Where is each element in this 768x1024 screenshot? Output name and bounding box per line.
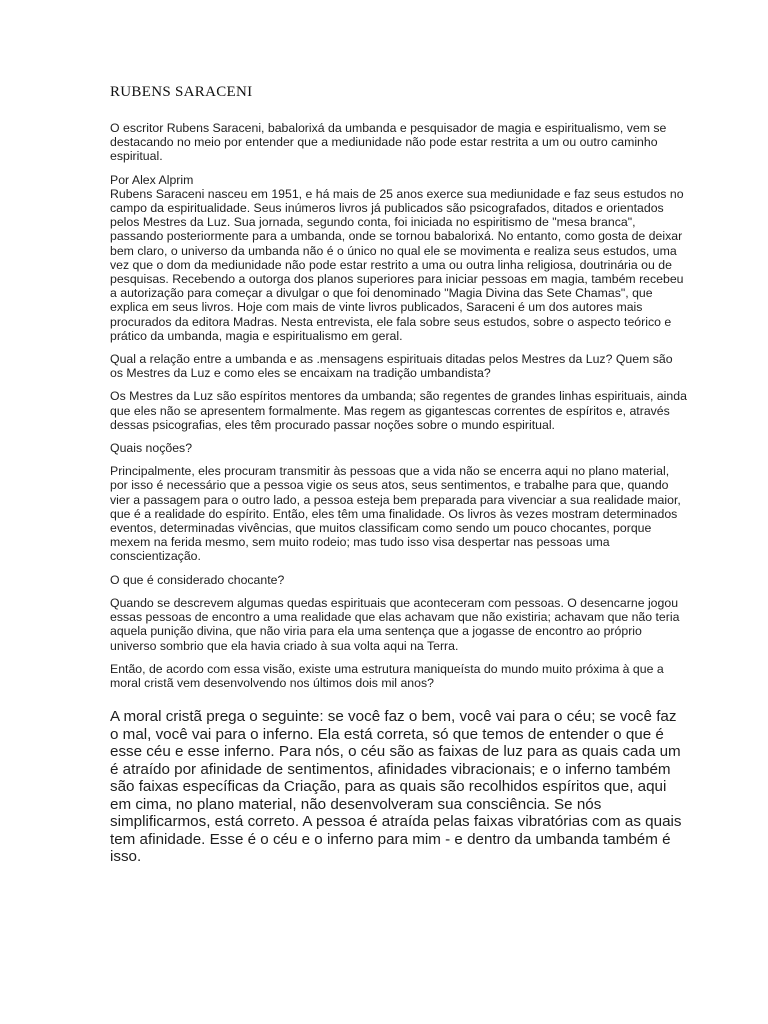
answer-1: Os Mestres da Luz são espíritos mentores da umbanda; são regentes de grandes linhas espirituais, ainda que eles não se apresentem formalmente. Mas regem as gigantescas correntes de espíritos e, através dessas psicografias, eles têm procurado passar noções sobre o mundo espiritual. [110,389,687,432]
answer-3: Quando se descrevem algumas quedas espirituais que aconteceram com pessoas. O desencarne jogou essas pessoas de encontro a uma realidade que elas achavam que não existiria; achavam que não teria aquela punição divina, que não viria para ela uma sentença que a jogasse de encontro ao próprio universo sombrio que ela havia criado à sua volta aqui na Terra. [110,595,680,653]
question-2: Quais noções? [110,441,193,456]
question-4: Então, de acordo com essa visão, existe uma estrutura maniqueísta do mundo muito próxima à que a moral cristã vem desenvolvendo nos últimos dois mil anos? [110,661,664,690]
answer-4: A moral cristã prega o seguinte: se você faz o bem, você vai para o céu; se você faz o mal, você vai para o inferno. Ela está correta, só que temos de entender o que é esse céu e esse inferno. Para nós, o céu são as faixas de luz para as quais cada um é atraído por afinidade de sentimentos, afinidades vibracionais; e o inferno também são faixas específicas da Criação, para as quais são recolhidos espíritos que, aqui em cima, no plano material, não desenvolveram sua consciência. Se nós simplificarmos, está correto. A pessoa é atraída pelas faixas vibratórias com as quais tem afinidade. Esse é o céu e o inferno para mim - e dentro da umbanda também é isso. [110,708,682,866]
document-page [110,84,688,866]
bio-paragraph: Rubens Saraceni nasceu em 1951, e há mais de 25 anos exerce sua mediunidade e faz seus estudos no campo da espiritualidade. Seus inúmeros livros já publicados são psicografados, ditados e orientados pelos Mestres da Luz. Sua jornada, segundo conta, foi iniciada no espiritismo de "mesa branca", passando posteriormente para a umbanda, onde se tornou babalorixá. No entanto, como gosta de deixar bem claro, o universo da umbanda não é o único no qual ele se movimenta e realiza seus estudos, uma vez que o dom da mediunidade não pode estar restrito a uma ou outra linha religiosa, doutrinária ou de pesquisas. Recebendo a outorga dos planos superiores para iniciar pessoas em magia, também recebeu a autorização para começar a divulgar o que foi denominado "Magia Divina das Sete Chamas", que explica em seus livros. Hoje com mais de vinte livros publicados, Saraceni é um dos autores mais procurados da editora Madras. Nesta entrevista, ele fala sobre seus estudos, sobre o aspecto teórico e prático da umbanda, magia e espiritualismo em geral. [110,186,684,343]
intro-paragraph: O escritor Rubens Saraceni, babalorixá da umbanda e pesquisador de magia e espiritualismo, vem se destacando no meio por entender que a mediunidade não pode estar restrita a um ou outro caminho espiritual. [110,121,667,164]
question-3: O que é considerado chocante? [110,572,285,587]
byline: Por Alex Alprim [110,172,194,187]
answer-2: Principalmente, eles procuram transmitir às pessoas que a vida não se encerra aqui no plano material, por isso é necessário que a pessoa vigie os seus atos, seus sentimentos, e trabalhe para que, quando vier a passagem para o outro lado, a pessoa esteja bem preparada para vivenciar a sua realidade maior, que é a realidade do espírito. Então, eles têm uma finalidade. Os livros às vezes mostram determinados eventos, determinadas vivências, que muitos classificam como sendo um pouco chocantes, porque mexem na ferida mesmo, sem muito rodeio; mas tudo isso visa despertar nas pessoas uma conscientização. [110,464,681,564]
byline-block [110,173,688,343]
question-1: Qual a relação entre a umbanda e as .mensagens espirituais ditadas pelos Mestres da Luz? Quem são os Mestres da Luz e como eles se encaixam na tradição umbandista? [110,352,673,381]
document-title: RUBENS SARACENI [110,84,253,100]
